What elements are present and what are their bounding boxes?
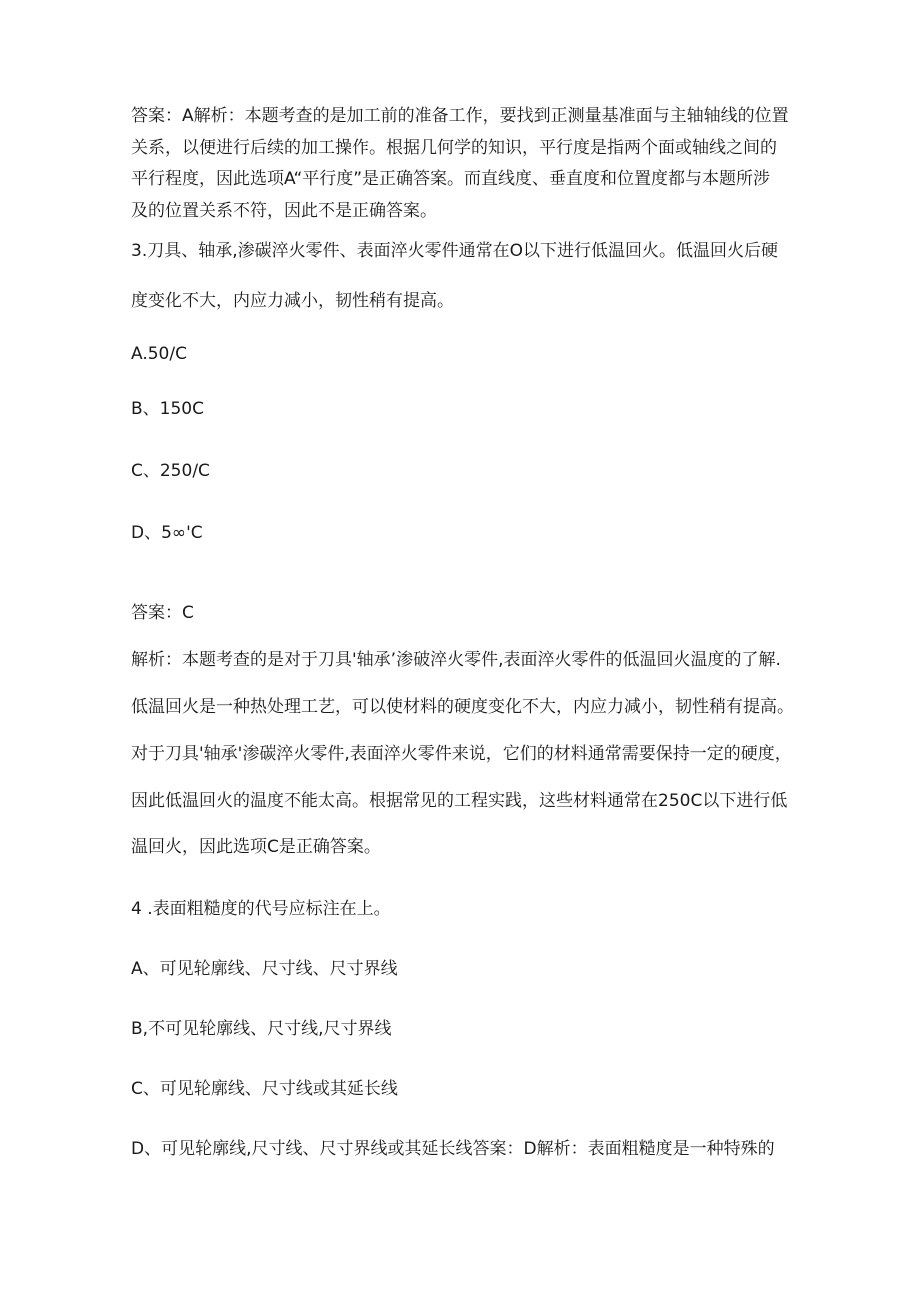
q2-answer-line-1: 答案：A解析：本题考查的是加工前的准备工作，要找到正测量基准面与主轴轴线的位置 [131,106,789,126]
q4-stem: 4 .表面粗糙度的代号应标注在上。 [131,899,391,919]
q3-option-d: D、5∞'C [131,523,203,543]
q4-option-c: C、可见轮廓线、尺寸线或其延长线 [131,1079,398,1099]
q3-stem-line-1: 3.刀具、轴承,渗碳淬火零件、表面淬火零件通常在O以下进行低温回火。低温回火后硬 [131,241,779,261]
q3-analysis-line-4: 因此低温回火的温度不能太高。根据常见的工程实践，这些材料通常在250C以下进行低 [131,791,788,811]
q3-stem-line-2: 度变化不大，内应力减小，韧性稍有提高。 [131,291,454,311]
q2-answer-line-3: 平行程度，因此选项A“平行度”是正确答案。而直线度、垂直度和位置度都与本题所涉 [131,169,771,189]
q3-option-b: B、150C [131,399,204,419]
q3-analysis-line-3: 对于刀具'轴承'渗碳淬火零件,表面淬火零件来说，它们的材料通常需要保持一定的硬度， [131,744,792,764]
q2-answer-line-2: 关系，以便进行后续的加工操作。根据几何学的知识，平行度是指两个面或轴线之间的 [131,138,777,158]
q4-option-a: A、可见轮廓线、尺寸线、尺寸界线 [131,959,398,979]
q3-analysis-line-1: 解析：本题考查的是对于刀具'轴承’渗破淬火零件,表面淬火零件的低温回火温度的了解. [131,650,781,670]
q3-analysis-line-2: 低温回火是一种热处理工艺，可以使材料的硬度变化不大，内应力减小，韧性稍有提高。 [131,697,794,717]
q3-analysis-line-5: 温回火，因此选项C是正确答案。 [131,837,381,857]
q4-option-d: D、可见轮廓线,尺寸线、尺寸界线或其延长线答案：D解析：表面粗糙度是一种特殊的 [131,1139,775,1159]
q2-answer-line-4: 及的位置关系不符，因此不是正确答案。 [131,201,437,221]
q3-answer: 答案：C [131,603,194,623]
q3-option-c: C、250∕C [131,461,210,481]
q3-option-a: A.50∕C [131,344,187,364]
q4-option-b: B,不可见轮廓线、尺寸线,尺寸界线 [131,1019,392,1039]
